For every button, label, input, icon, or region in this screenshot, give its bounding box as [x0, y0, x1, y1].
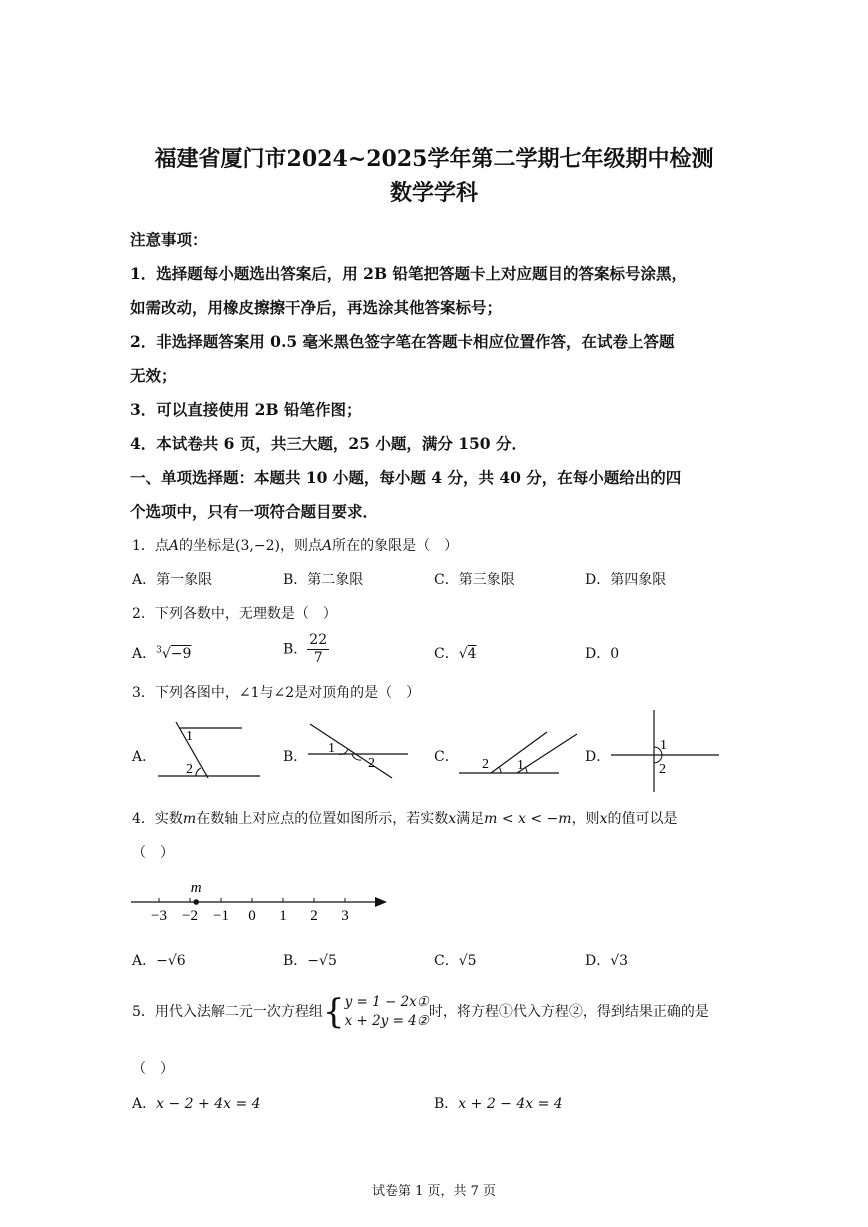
q1-stem-a: 1．点: [132, 538, 169, 554]
number-line-tick-label: 0: [248, 908, 256, 924]
q2-a-radicand: −9: [170, 646, 192, 662]
q3-option-a-label: A．: [132, 749, 157, 765]
q1-stem-c: ，则点: [279, 538, 322, 554]
number-line-tick-label: 1: [279, 908, 287, 924]
number-line-tick-label: 3: [341, 908, 349, 924]
q4-inequality: m < x < −m: [484, 811, 572, 827]
q4-c-label: C．: [434, 953, 459, 969]
number-line-tick-label: 2: [310, 908, 318, 924]
point-m-label: m: [190, 880, 202, 896]
figure-c-angle-1: 1: [517, 758, 524, 773]
q4-d-label: D．: [585, 953, 611, 969]
q5-stem-a: 5．用代入法解二元一次方程组: [132, 1004, 323, 1020]
page-title: 福建省厦门市2024~2025学年第二学期七年级期中检测: [154, 146, 714, 172]
q1-option-a: A．第一象限: [132, 572, 213, 588]
q2-c-radicand: 4: [467, 646, 477, 662]
q2-option-b: [283, 632, 329, 667]
q5-stem-b: 时，将方程①代入方程②，得到结果正确的是: [428, 1004, 709, 1020]
figure-b-angle-2: 2: [368, 756, 375, 771]
q1-stem-d: 所在的象限是（ ）: [332, 538, 459, 554]
q4-var-m: m: [182, 811, 197, 827]
q1-var-a: A: [168, 538, 180, 554]
q2-option-d: D．0: [585, 646, 620, 662]
number-line-tick-label: −3: [151, 908, 167, 924]
radical-icon: √: [458, 646, 468, 662]
brace-icon: {: [322, 992, 345, 1032]
q4-a-label: A．: [132, 953, 157, 969]
q3-figure-c: [455, 720, 585, 785]
question-4-stem: [132, 808, 677, 828]
q4-stem-d: ，则: [571, 811, 600, 827]
figure-c-angle-arc: [525, 767, 527, 773]
q1-option-b: B．第二象限: [283, 572, 364, 588]
q3-option-c-label: C．: [434, 749, 459, 765]
q5-paren: （ ）: [132, 1061, 174, 1077]
q1-stem-b: 的坐标是: [179, 538, 236, 554]
figure-a-angle-arc: [196, 768, 201, 776]
q4-option-d: [585, 950, 628, 970]
q4-var-x: x: [448, 811, 457, 827]
q4-option-b: [283, 950, 337, 970]
q2-option-c: [434, 643, 477, 663]
q5-a-label: A．: [132, 1096, 157, 1112]
figure-b-slanted-line: [310, 724, 392, 778]
figure-a-angle-2: 2: [186, 762, 193, 777]
question-1-stem: [132, 535, 458, 555]
q3-figure-a: [150, 720, 265, 785]
q4-stem-e: 的值可以是: [607, 811, 678, 827]
q2-a-index: 3: [156, 645, 162, 656]
q5-b-value: x + 2 − 4x = 4: [458, 1096, 563, 1112]
q1-option-d: D．第四象限: [585, 572, 667, 588]
number-line-tick-label: −2: [182, 908, 198, 924]
note-1-line-b: 如需改动，用橡皮擦擦干净后，再选涂其他答案标号；: [130, 298, 503, 317]
q2-b-label: B．: [283, 641, 308, 658]
q5-a-value: x − 2 + 4x = 4: [156, 1096, 261, 1112]
q2-b-denominator: 7: [313, 650, 323, 666]
section-heading-line-1: 一、单项选择题：本题共 10 小题，每小题 4 分，共 40 分，在每小题给出的四: [130, 468, 682, 487]
figure-c-angle-2: 2: [482, 757, 489, 772]
q5-option-b: [434, 1093, 563, 1113]
q3-figure-b: [300, 720, 415, 785]
figure-a-angle-1: 1: [186, 729, 193, 744]
note-3: 3．可以直接使用 2B 铅笔作图；: [130, 400, 362, 419]
q4-option-c: [434, 950, 477, 970]
section-heading-line-2: 个选项中，只有一项符合题目要求．: [130, 502, 379, 521]
q5-equation-1: y = 1 − 2x①: [344, 994, 429, 1010]
q3-figure-d: [605, 708, 725, 793]
q4-paren: （ ）: [132, 845, 174, 861]
radical-icon: √: [161, 646, 171, 662]
note-4: 4．本试卷共 6 页，共三大题，25 小题，满分 150 分．: [130, 434, 527, 453]
point-m-marker: [193, 899, 199, 905]
page-subtitle: 数学学科: [389, 180, 478, 206]
q4-c-value: √5: [458, 953, 477, 969]
notes-heading: 注意事项：: [130, 230, 208, 249]
q3-option-d-label: D．: [585, 749, 611, 765]
figure-b-angle-1: 1: [328, 741, 335, 756]
number-line-tick-label: −1: [213, 908, 229, 924]
question-2-stem: 2．下列各数中，无理数是（ ）: [132, 606, 337, 622]
q5-equation-system: [345, 993, 429, 1031]
note-2-line-a: 2．非选择题答案用 0.5 毫米黑色签字笔在答题卡相应位置作答，在试卷上答题: [130, 332, 675, 351]
q5-b-label: B．: [434, 1096, 459, 1112]
note-1-line-a: 1．选择题每小题选出答案后，用 2B 铅笔把答题卡上对应题目的答案标号涂黑，: [130, 264, 687, 283]
q4-number-line: [125, 876, 395, 924]
q4-stem-b: 在数轴上对应点的位置如图所示，若实数: [196, 811, 449, 827]
q1-option-c: C．第三象限: [434, 572, 515, 588]
q4-var-x2: x: [599, 811, 608, 827]
figure-d-angle-1: 1: [660, 738, 667, 753]
q4-a-value: −√6: [156, 953, 186, 969]
q4-stem-a: 4．实数: [132, 811, 183, 827]
q3-option-b-label: B．: [283, 749, 308, 765]
q2-b-numerator: 22: [309, 632, 328, 648]
q4-stem-c: 满足: [456, 811, 485, 827]
arrow-right-icon: [375, 897, 387, 907]
q4-option-a: [132, 950, 186, 970]
page-footer: 试卷第 1 页，共 7 页: [371, 1184, 497, 1199]
q2-c-label: C．: [434, 646, 459, 662]
figure-c-angle-arc: [499, 767, 501, 773]
figure-d-angle-2: 2: [659, 762, 666, 777]
q5-equation-2: x + 2y = 4②: [344, 1013, 429, 1029]
question-5-stem: [132, 993, 709, 1031]
q1-var-a2: A: [321, 538, 333, 554]
note-2-line-b: 无效；: [130, 366, 177, 385]
q1-coordinate: (3,−2): [235, 538, 280, 554]
q2-option-a: [132, 643, 191, 663]
question-3-stem: 3．下列各图中，∠1与∠2是对顶角的是（ ）: [132, 685, 421, 701]
q2-b-fraction: [307, 632, 329, 667]
q2-a-label: A．: [132, 646, 157, 662]
q4-b-value: −√5: [307, 953, 337, 969]
figure-c-ray-2: [517, 734, 577, 773]
q5-option-a: [132, 1093, 261, 1113]
q4-b-label: B．: [283, 953, 308, 969]
q4-d-value: √3: [610, 953, 629, 969]
